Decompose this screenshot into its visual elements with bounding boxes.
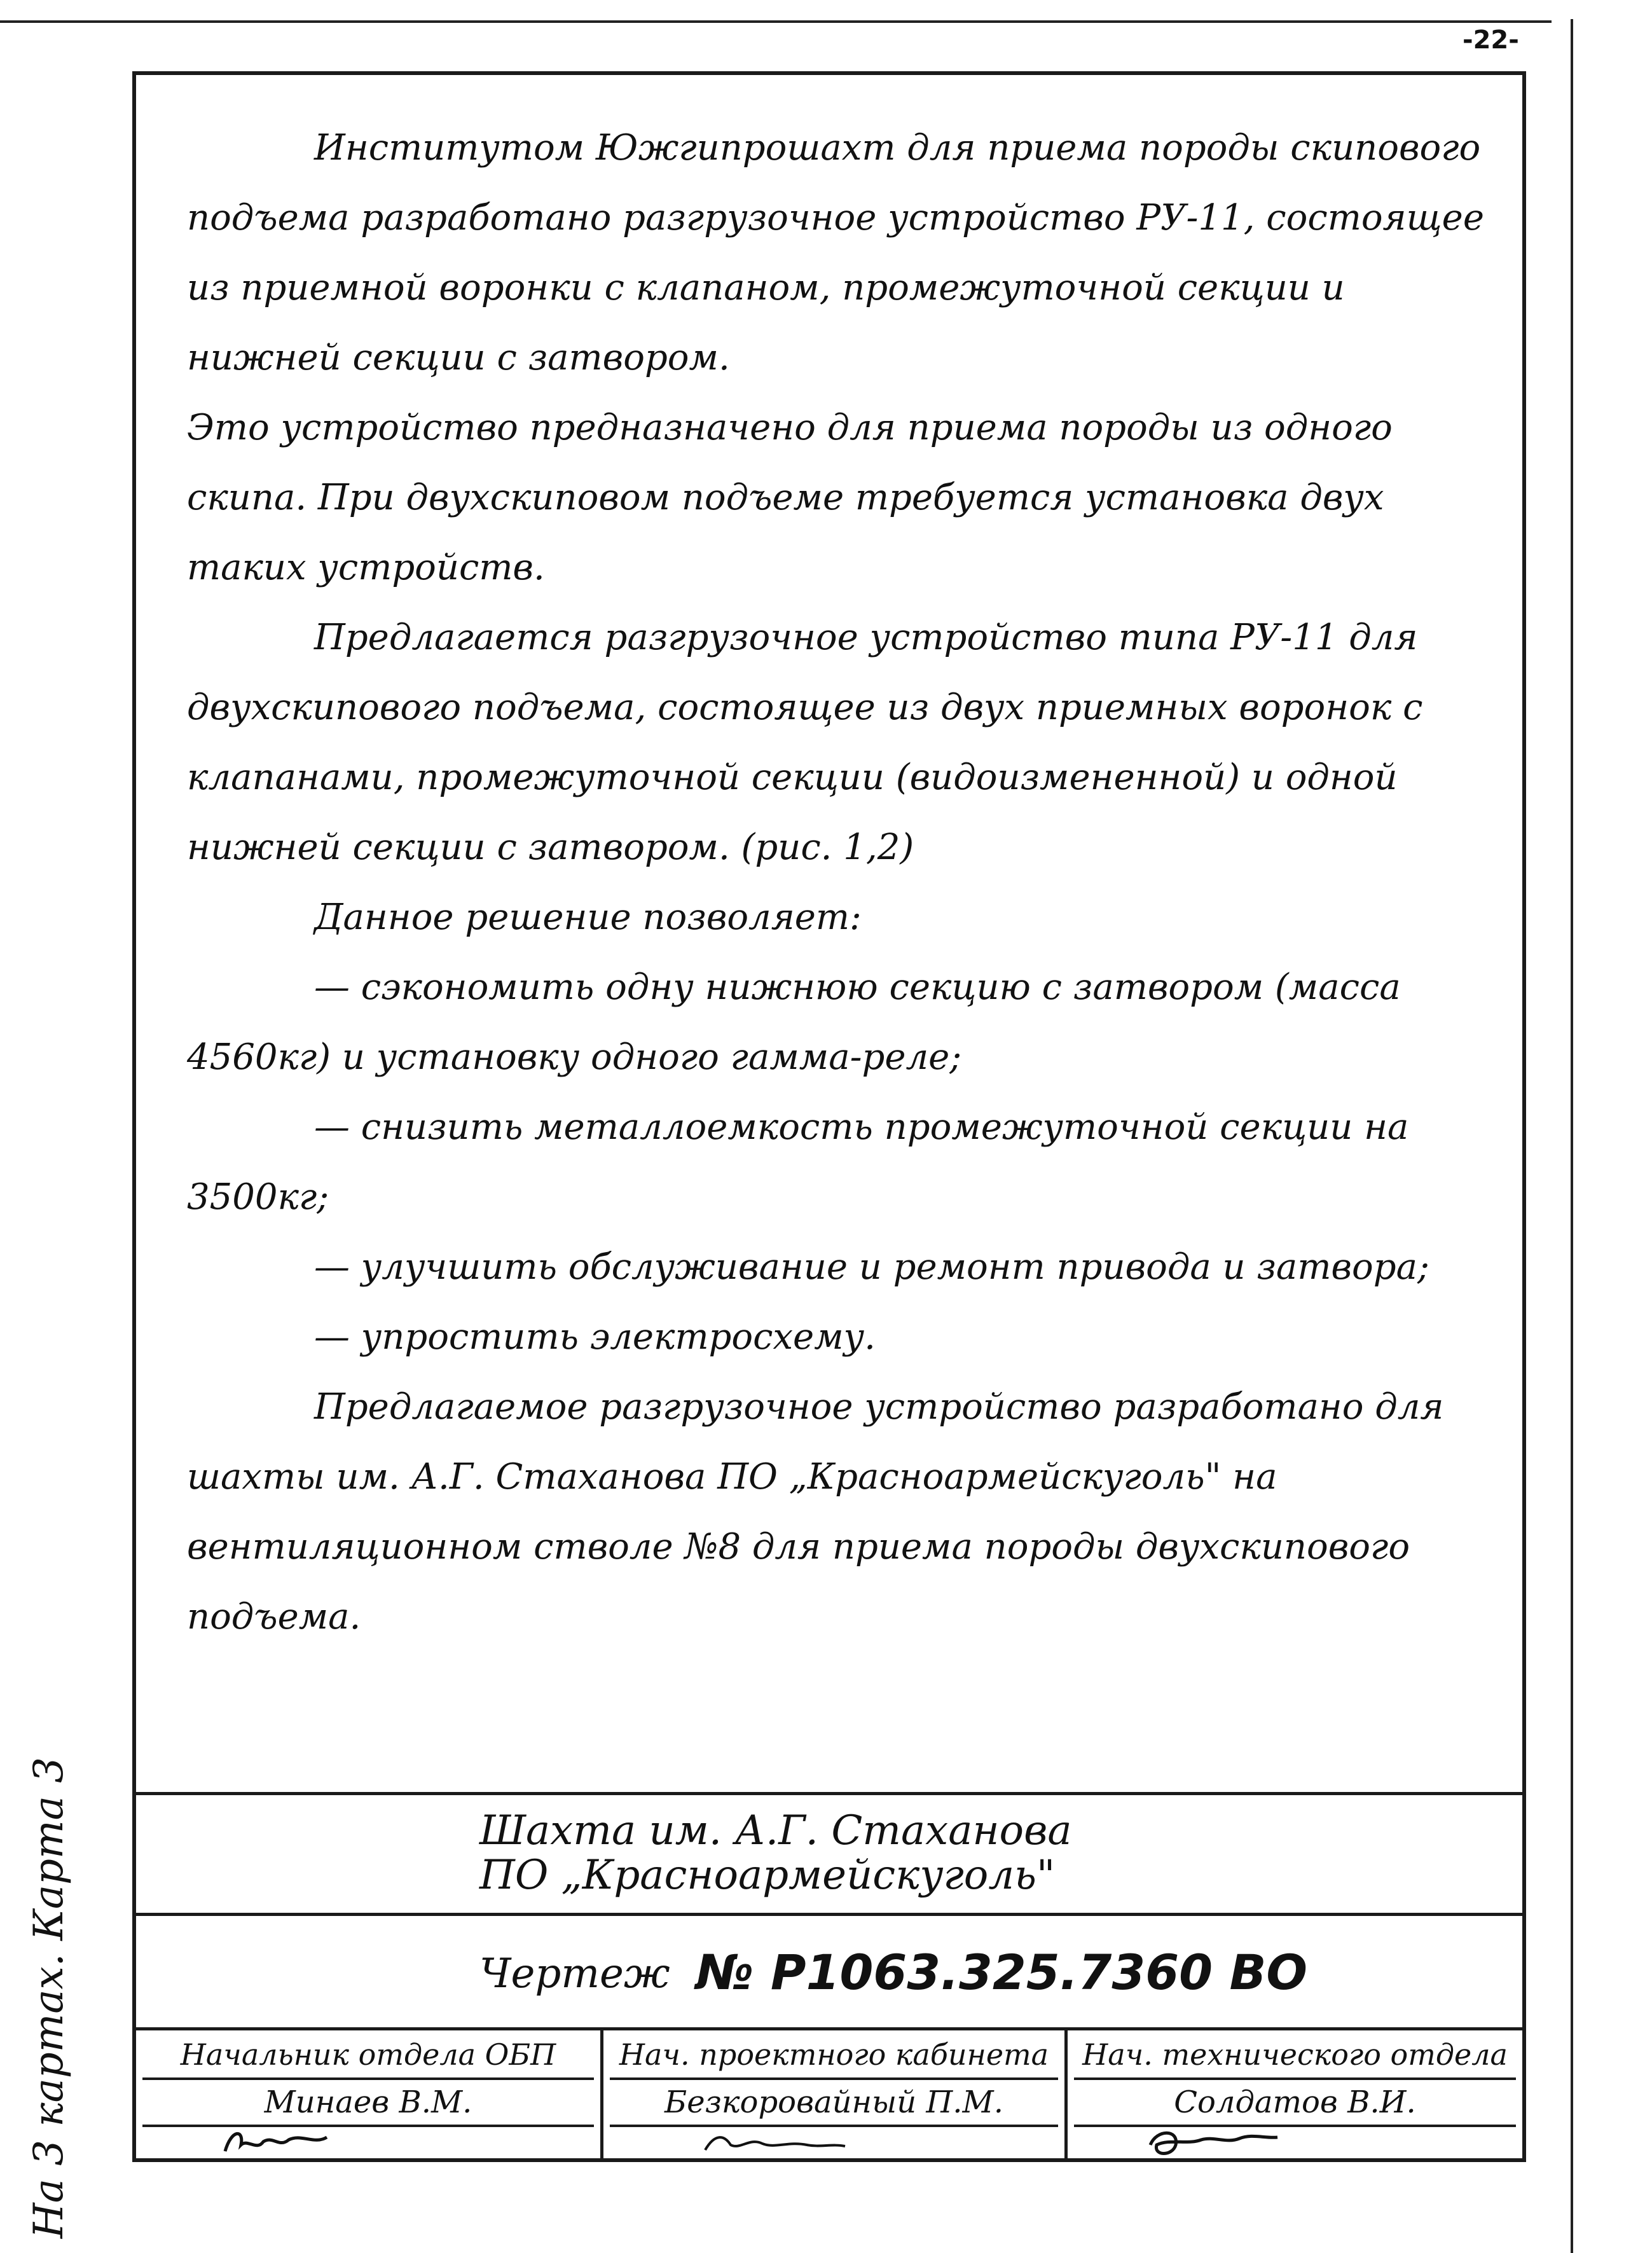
association-name: ПО „Красноармейскуголь" <box>479 1852 1056 1899</box>
body-text <box>187 113 1484 1652</box>
benefit-item: — снизить металлоемкость промежуточной секции на 3500кг; <box>187 1106 1409 1218</box>
mine-name: Шахта им. А.Г. Стаханова <box>479 1807 1072 1854</box>
benefit-item: — улучшить обслуживание и ремонт привода и затвора; <box>314 1246 1429 1288</box>
paragraph-purpose: Это устройство предназначено для приема породы из одного скипа. При двухскиповом подъеме требуется установка двух таких устройств. <box>187 407 1393 588</box>
signature-icon <box>1068 2126 1522 2160</box>
approver-name: Безкоровайный П.М. <box>610 2080 1058 2127</box>
document-frame <box>132 71 1526 2162</box>
approver-role: Начальник отдела ОБП <box>142 2032 594 2080</box>
paragraph-application: Предлагаемое разгрузочное устройство разработано для шахты им. А.Г. Стаханова ПО „Красноармейскуголь" на вентиляционном стволе №8 для приема породы двухскипового подъема. <box>187 1386 1444 1637</box>
approver-role: Нач. проектного кабинета <box>610 2032 1058 2080</box>
drawing-number: № Р1063.325.7360 ВО <box>696 1944 1308 2001</box>
paragraph-intro: Институтом Южгипрошахт для приема породы скипового подъема разработано разгрузочное устройство РУ-11, состоящее из приемной воронки с клапаном, промежуточной секции и нижней секции с затвором. <box>187 127 1484 378</box>
title-block <box>136 1792 1522 2158</box>
benefit-item: — упростить электросхему. <box>314 1316 876 1358</box>
approver-name: Солдатов В.И. <box>1074 2080 1516 2127</box>
approver-cell <box>136 2030 600 2158</box>
approver-cell <box>1064 2030 1522 2158</box>
top-border-line <box>0 20 1552 23</box>
title-block-drawing <box>136 1913 1522 2027</box>
approver-name: Минаев В.М. <box>142 2080 594 2127</box>
sheet-caption: На 3 картах. Карта 3 <box>25 1757 72 2238</box>
approver-role: Нач. технического отдела <box>1074 2032 1516 2080</box>
page-number: -22- <box>1463 25 1519 55</box>
paragraph-proposal: Предлагается разгрузочное устройство типа РУ-11 для двухскипового подъема, состоящее из двух приемных воронок с клапанами, промежуточной секции (видоизмененной) и одной нижней секции с затвором. (рис. 1,2) <box>187 617 1423 868</box>
title-block-organization <box>136 1792 1522 1913</box>
title-block-approvals <box>136 2027 1522 2158</box>
right-border-line <box>1571 19 1573 2253</box>
drawing-label: Чертеж <box>479 1950 670 1997</box>
benefit-item: — сэкономить одну нижнюю секцию с затвором (масса 4560кг) и установку одного гамма-реле; <box>187 967 1401 1078</box>
approver-cell <box>600 2030 1064 2158</box>
signature-icon <box>136 2126 600 2160</box>
paragraph-benefits-heading: Данное решение позволяет: <box>314 897 862 938</box>
signature-icon <box>603 2126 1064 2160</box>
